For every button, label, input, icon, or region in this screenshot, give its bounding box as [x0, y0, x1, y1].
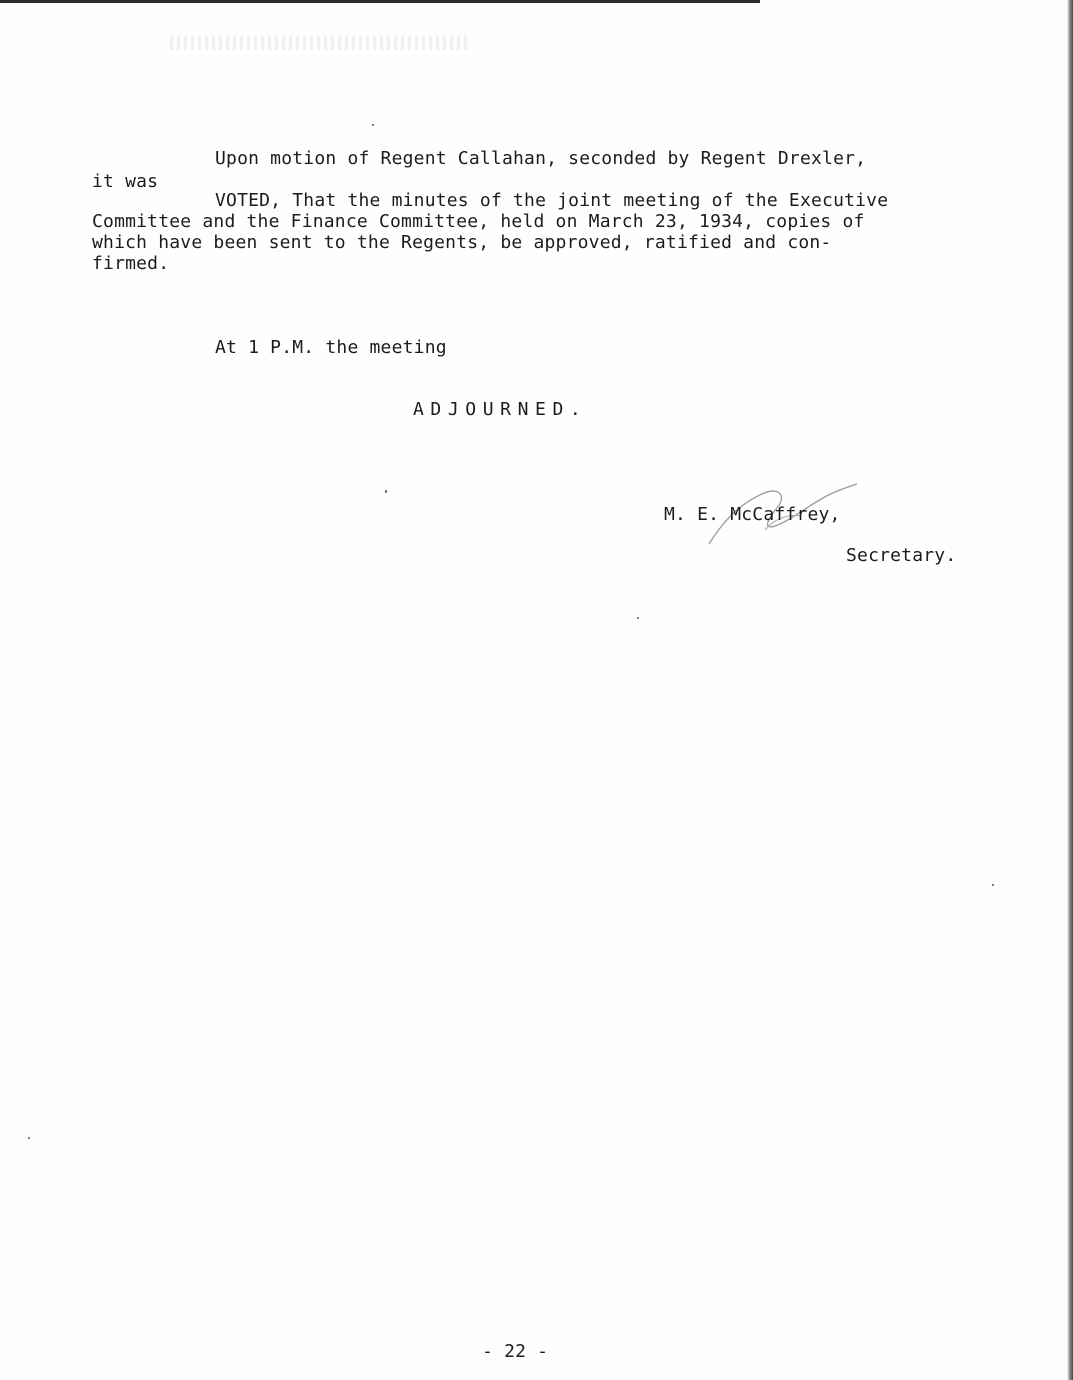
- voted-line-4: firmed.: [92, 253, 170, 274]
- motion-line-1: Upon motion of Regent Callahan, seconded by Regent Drexler,: [215, 148, 867, 169]
- scan-speck: [637, 617, 639, 619]
- scan-edge: [1067, 0, 1073, 1380]
- adjourned-heading: ADJOURNED.: [413, 399, 588, 420]
- signer-title: Secretary.: [846, 545, 957, 566]
- voted-line-3: which have been sent to the Regents, be approved, ratified and con-: [92, 232, 832, 253]
- scan-speck: [372, 124, 374, 126]
- top-rule: [0, 0, 760, 3]
- voted-line-1: VOTED, That the minutes of the joint meeting of the Executive: [215, 190, 889, 211]
- scan-speck: [992, 884, 994, 886]
- voted-line-2: Committee and the Finance Committee, held on March 23, 1934, copies of: [92, 211, 865, 232]
- adjournment-line: At 1 P.M. the meeting: [215, 337, 447, 358]
- signer-name: M. E. McCaffrey,: [664, 504, 841, 525]
- page-number: - 22 -: [482, 1341, 549, 1362]
- motion-line-2: it was: [92, 171, 159, 192]
- scan-speck: [28, 1137, 30, 1139]
- scan-speck: [385, 490, 387, 493]
- bleed-through-marks: [170, 36, 470, 50]
